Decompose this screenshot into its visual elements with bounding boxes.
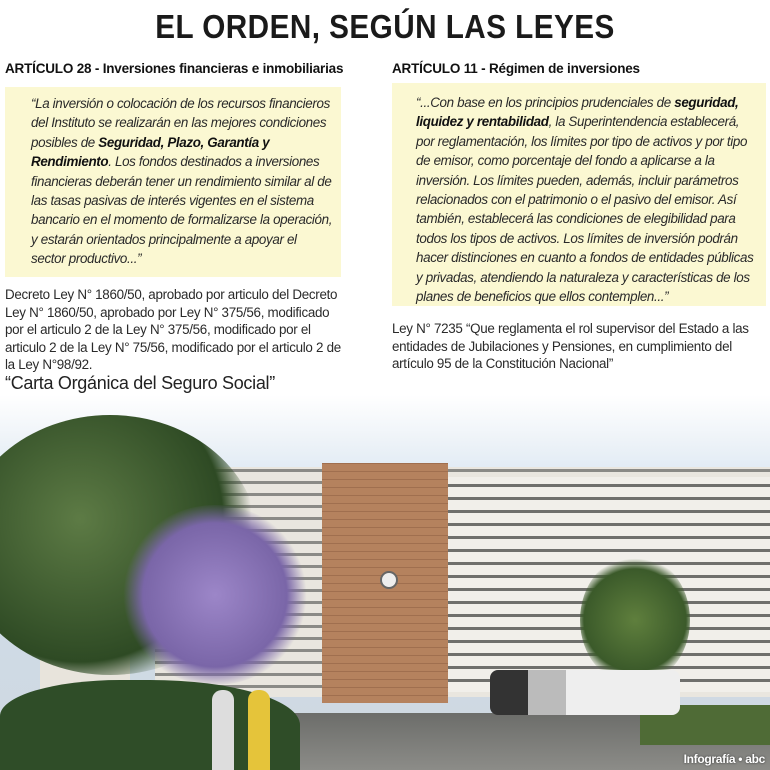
pedestrian <box>212 690 234 770</box>
ips-building-photo <box>0 395 770 770</box>
clock-icon <box>380 571 398 589</box>
article-28-quote <box>5 87 341 277</box>
quote-emphasis: seguridad, liquidez y rentabilidad <box>416 95 739 130</box>
quote-text: “La inversión o colocación de los recursos financieros del Instituto se realizarán en las mejores condiciones posibles de <box>31 96 330 150</box>
jacaranda-tree <box>120 505 310 685</box>
parked-cars <box>490 670 680 715</box>
quote-emphasis: Seguridad, Plazo, Garantía y Rendimiento <box>31 134 270 170</box>
article-11-quote <box>392 83 766 306</box>
article-28-heading: ARTÍCULO 28 - Inversiones financieras e inmobiliarias <box>5 61 344 76</box>
article-11-source: Ley N° 7235 “Que reglamenta el rol supervisor del Estado a las entidades de Jubilaciones y Pensiones, en cumplimiento del artículo 95 de la Constitución Nacional” <box>392 321 749 372</box>
article-11-heading: ARTÍCULO 11 - Régimen de inversiones <box>392 61 640 76</box>
page-title: EL ORDEN, SEGÚN LAS LEYES <box>155 8 615 45</box>
infographic-credit: Infografía • abc <box>683 752 765 766</box>
quote-text: . Los fondos destinados a inversiones financieras deberán tener un rendimiento similar al de las tasas pasivas de interés vigentes en el sistema bancario en el momento de formalizarse la operación, y estarán orientados principalmente a apoyar el sector productivo...” <box>31 154 333 267</box>
law-name: “Carta Orgánica del Seguro Social” <box>5 373 275 393</box>
tree <box>580 555 690 685</box>
quote-text: , la Superintendencia establecerá, por reglamentación, los límites por tipo de activos y por tipo de emisor, como porcentaje del fondo a aplicarse a la inversión. Los límites pueden, además, incluir parámetros relacionados con el patrimonio o el pasivo del emisor. Así también, establecerá las condiciones de elegibilidad para todos los tipos de activos. Los límites de inversión podrán hacer distinciones en cuanto a fondos de entidades públicas y privadas, atendiendo la naturaleza y características de los planes de beneficios que ellos contemplen...” <box>416 114 754 305</box>
quote-text: “...Con base en los principios prudenciales de <box>416 95 675 110</box>
pedestrian <box>248 690 270 770</box>
article-28-source: Decreto Ley N° 1860/50, aprobado por articulo del Decreto Ley N° 1860/50, aprobado por Ley N° 375/56, modificado por el articulo 2 de la Ley N° 375/56, modificado por el articulo 2 de la Ley N° 75/56, modificado por el articulo 2 de la Ley N°98/92. <box>5 287 341 373</box>
